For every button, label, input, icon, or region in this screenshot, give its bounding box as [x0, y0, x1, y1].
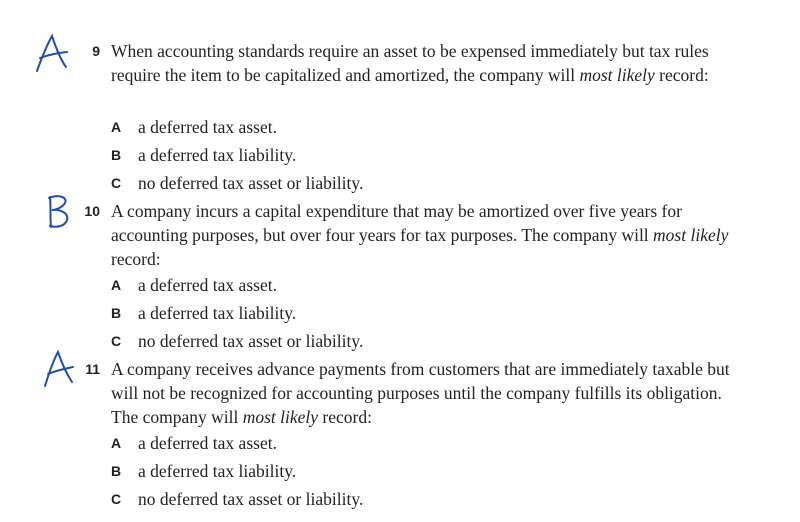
option-b	[0, 141, 800, 169]
question-number: 9	[92, 43, 100, 59]
option-b	[0, 299, 800, 327]
option-text: a deferred tax asset.	[138, 275, 277, 295]
option-b	[0, 457, 800, 485]
option-letter: C	[111, 491, 122, 507]
stem-text-end: record:	[111, 249, 161, 269]
option-letter: B	[111, 463, 122, 479]
option-letter: C	[111, 333, 122, 349]
question-number: 11	[85, 361, 100, 377]
option-a	[0, 113, 800, 141]
option-text: no deferred tax asset or liability.	[138, 331, 364, 351]
option-text: no deferred tax asset or liability.	[138, 489, 364, 509]
option-c	[0, 169, 800, 197]
option-text: a deferred tax liability.	[138, 145, 297, 165]
option-letter: A	[111, 435, 122, 451]
stem-emphasis: most likely	[579, 65, 655, 85]
question-stem	[111, 199, 751, 271]
option-a	[0, 429, 800, 457]
handwritten-answer-mark	[41, 349, 77, 389]
option-a	[0, 271, 800, 299]
stem-text-end: record:	[318, 407, 372, 427]
option-c	[0, 327, 800, 355]
handwritten-answer-mark	[33, 33, 71, 75]
stem-text: A company receives advance payments from customers that are immediately taxable but will not be recognized for accounting purposes until the company fulfills its obligation. The company will	[111, 359, 730, 427]
option-letter: B	[111, 305, 122, 321]
stem-emphasis: most likely	[242, 407, 319, 427]
option-text: a deferred tax liability.	[138, 303, 297, 323]
question-number: 10	[84, 203, 100, 219]
option-text: no deferred tax asset or liability.	[138, 173, 364, 193]
question-stem	[111, 39, 751, 87]
handwritten-answer-mark	[44, 193, 74, 231]
option-letter: A	[111, 277, 122, 293]
option-letter: C	[111, 175, 122, 191]
option-letter: A	[111, 119, 122, 135]
option-c	[0, 485, 800, 513]
option-text: a deferred tax asset.	[138, 433, 277, 453]
stem-text: A company incurs a capital expenditure that may be amortized over five years for accounting purposes, but over four years for tax purposes. The company will	[111, 201, 682, 245]
option-text: a deferred tax liability.	[138, 461, 297, 481]
stem-emphasis: most likely	[653, 225, 729, 245]
question-stem	[111, 357, 751, 429]
option-letter: B	[111, 147, 122, 163]
option-text: a deferred tax asset.	[138, 117, 277, 137]
stem-text-end: record:	[654, 65, 709, 85]
stem-text: When accounting standards require an asset to be expensed immediately but tax rules require the item to be capitalized and amortized, the company will	[111, 41, 709, 85]
